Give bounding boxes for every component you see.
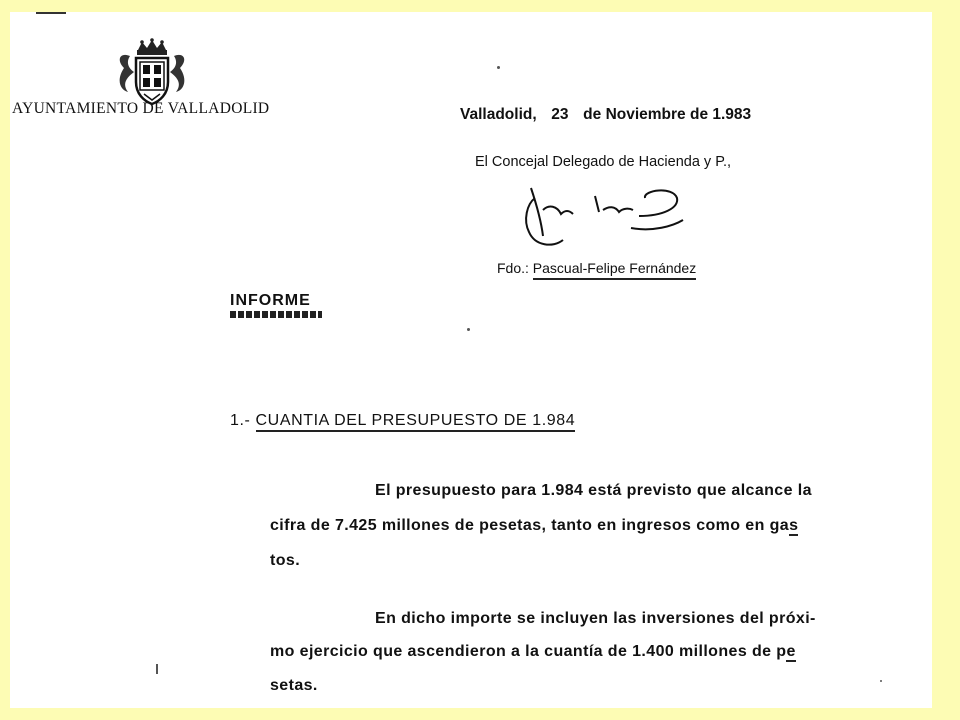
- paragraph1-line3: tos.: [270, 552, 301, 569]
- handwritten-signature: [513, 176, 688, 252]
- scan-speck: [156, 664, 158, 674]
- scan-speck: [497, 66, 500, 69]
- document-date: [460, 106, 751, 124]
- signatory-name: Pascual-Felipe Fernández: [533, 260, 696, 280]
- date-rest: de Noviembre de 1.983: [583, 106, 752, 123]
- paragraph2-line2: [270, 643, 796, 661]
- document-page: [10, 12, 932, 708]
- signed-by: [497, 260, 696, 276]
- organization-name: AYUNTAMIENTO DE VALLADOLID: [12, 100, 270, 117]
- section-heading: [230, 412, 575, 430]
- scan-speck: [880, 680, 882, 682]
- section-number: 1.-: [230, 412, 251, 429]
- paragraph1-line2-main: cifra de 7.425 millones de pesetas, tanto en ingresos como en ga: [270, 517, 790, 534]
- date-city: Valladolid,: [460, 106, 537, 123]
- date-day: 23: [551, 106, 569, 123]
- signatory-title: El Concejal Delegado de Hacienda y P.,: [475, 154, 732, 170]
- paragraph2-line3: setas.: [270, 677, 318, 694]
- report-title: INFORME: [230, 292, 311, 309]
- paragraph2-line1: En dicho importe se incluyen las inversiones del próxi-: [375, 610, 816, 627]
- scan-speck: [467, 328, 470, 331]
- section-title: CUANTIA DEL PRESUPUESTO DE 1.984: [256, 412, 576, 432]
- fdo-label: Fdo.:: [497, 260, 529, 276]
- paragraph1-line2-tail: s: [789, 517, 799, 534]
- report-title-underline: [230, 311, 322, 318]
- paragraph1-line2: [270, 517, 798, 535]
- paragraph1-line1: El presupuesto para 1.984 está previsto que alcance la: [375, 482, 812, 499]
- paragraph2-line2-main: mo ejercicio que ascendieron a la cuantía de 1.400 millones de p: [270, 643, 787, 660]
- paragraph2-line2-tail: e: [786, 643, 796, 660]
- scan-mark: [36, 12, 66, 14]
- coat-of-arms-icon: [114, 38, 190, 108]
